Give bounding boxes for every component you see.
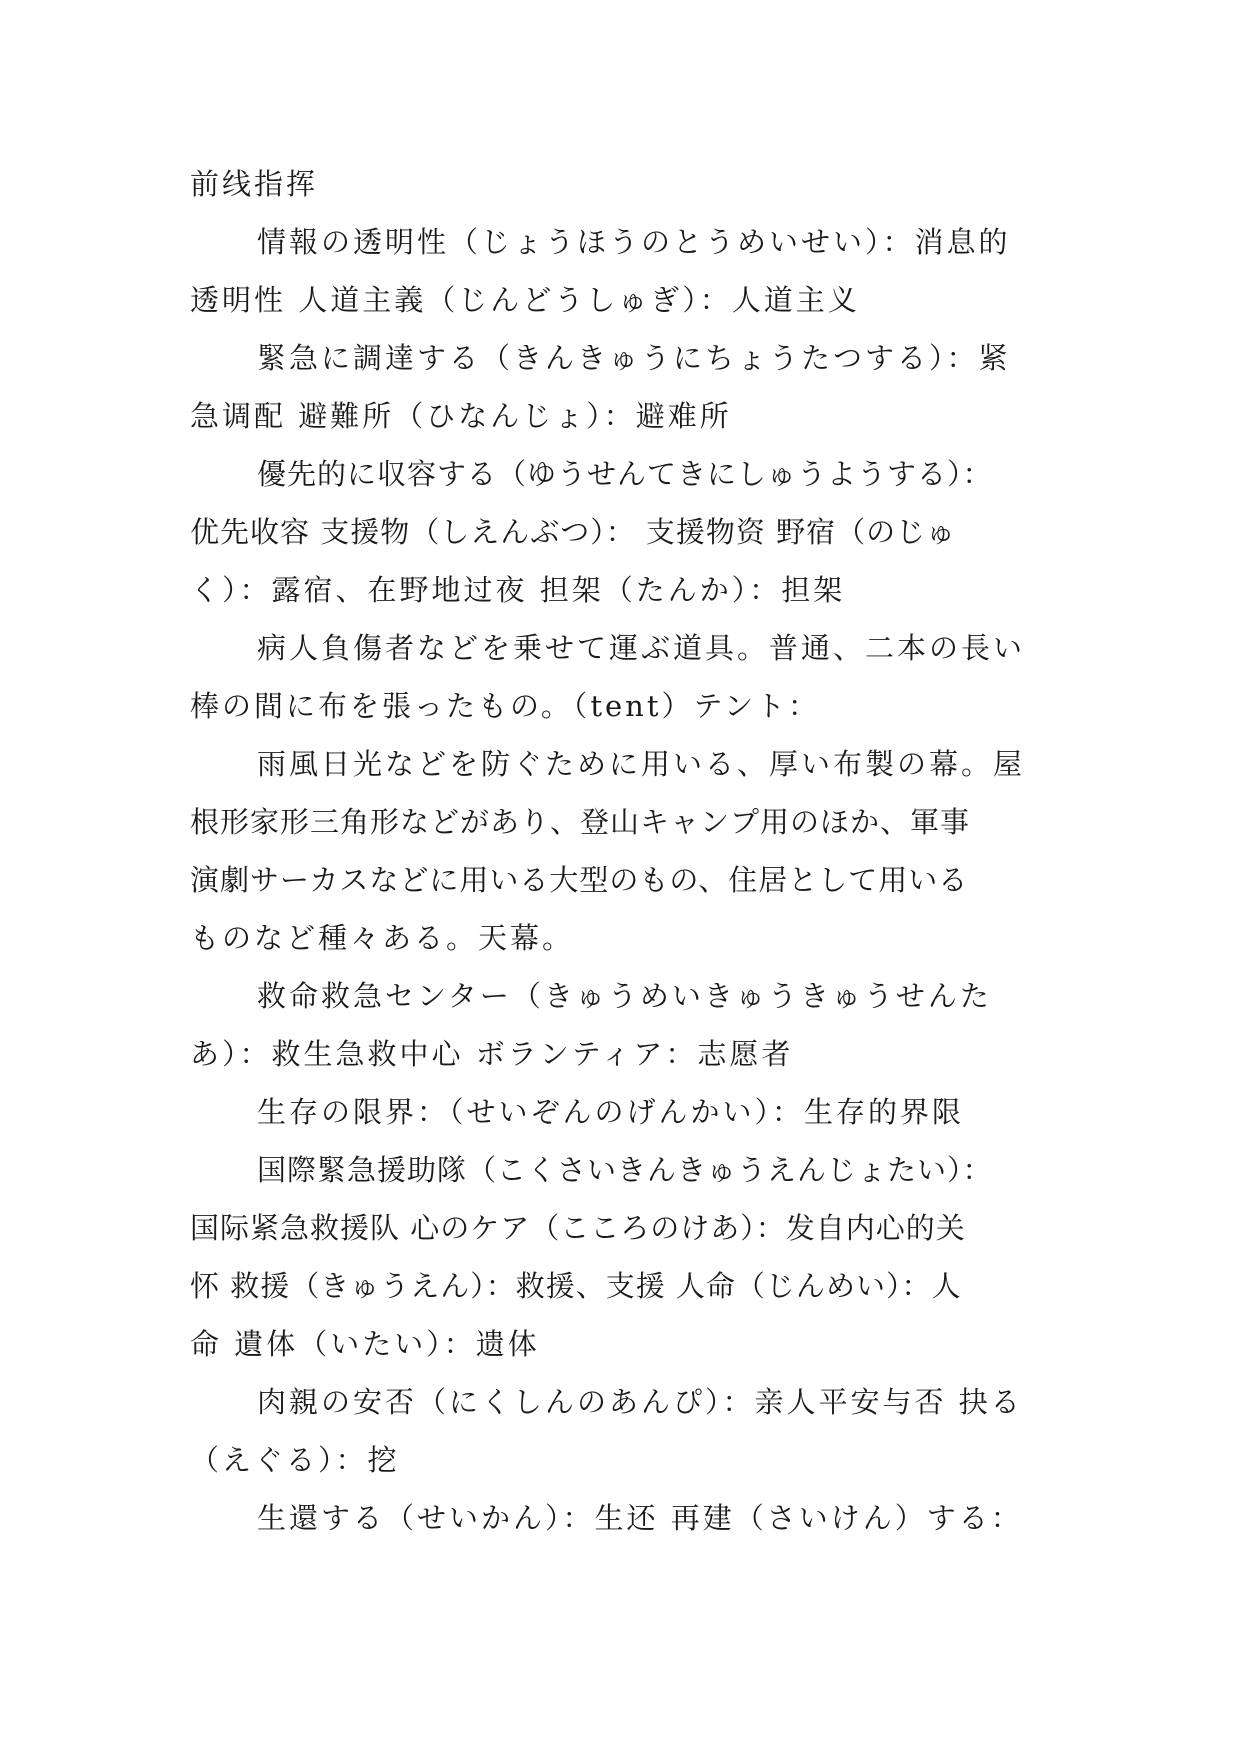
text-line: 国际紧急救援队 心のケア（こころのけあ）：发自内心的关 bbox=[190, 1211, 966, 1245]
text-line: 根形家形三角形などがあり、登山キャンプ用のほか、軍事 bbox=[190, 805, 971, 839]
text-line: 优先收容 支援物（しえんぶつ）： 支援物资 野宿（のじゅ bbox=[190, 515, 957, 549]
text-line: 透明性 人道主義（じんどうしゅぎ）：人道主义 bbox=[190, 283, 860, 317]
text-line: く）：露宿、在野地过夜 担架（たんか）：担架 bbox=[190, 573, 846, 607]
text-line: 生還する（せいかん）：生还 再建（さいけん）する： bbox=[257, 1501, 1023, 1535]
text-line: 演劇サーカスなどに用いる大型のもの、住居として用いる bbox=[190, 863, 969, 897]
text-line: ものなど種々ある。天幕。 bbox=[190, 921, 575, 955]
text-line: 棒の間に布を張ったもの。（tent）テント： bbox=[190, 689, 821, 723]
text-line: 生存の限界：（せいぞんのげんかい）：生存的界限 bbox=[257, 1095, 965, 1129]
text-line: 救命救急センター（きゅうめいきゅうきゅうせんた bbox=[257, 979, 992, 1013]
text-line: 情報の透明性（じょうほうのとうめいせい）：消息的 bbox=[257, 225, 1011, 259]
text-line: （えぐる）：挖 bbox=[190, 1443, 400, 1477]
text-line: 雨風日光などを防ぐために用いる、厚い布製の幕。屋 bbox=[257, 747, 1026, 781]
text-line: あ）：救生急救中心 ボランティア：志愿者 bbox=[190, 1037, 794, 1071]
text-line: 緊急に調達する（きんきゅうにちょうたつする）：紧 bbox=[257, 341, 1011, 375]
text-line: 国際緊急援助隊（こくさいきんきゅうえんじょたい）： bbox=[257, 1153, 993, 1187]
text-line: 怀 救援（きゅうえん）：救援、支援 人命（じんめい）：人 bbox=[190, 1269, 962, 1303]
text-line: 前线指挥 bbox=[190, 167, 319, 201]
text-line: 病人負傷者などを乗せて運ぶ道具。普通、二本の長い bbox=[257, 631, 1026, 665]
text-line: 命 遺体（いたい）：遗体 bbox=[190, 1327, 540, 1361]
text-line: 肉親の安否（にくしんのあんぴ）：亲人平安与否 抉る bbox=[257, 1385, 1023, 1419]
text-line: 優先的に収容する（ゆうせんてきにしゅうようする）： bbox=[257, 457, 993, 491]
text-line: 急调配 避難所（ひなんじょ）：避难所 bbox=[190, 399, 732, 433]
